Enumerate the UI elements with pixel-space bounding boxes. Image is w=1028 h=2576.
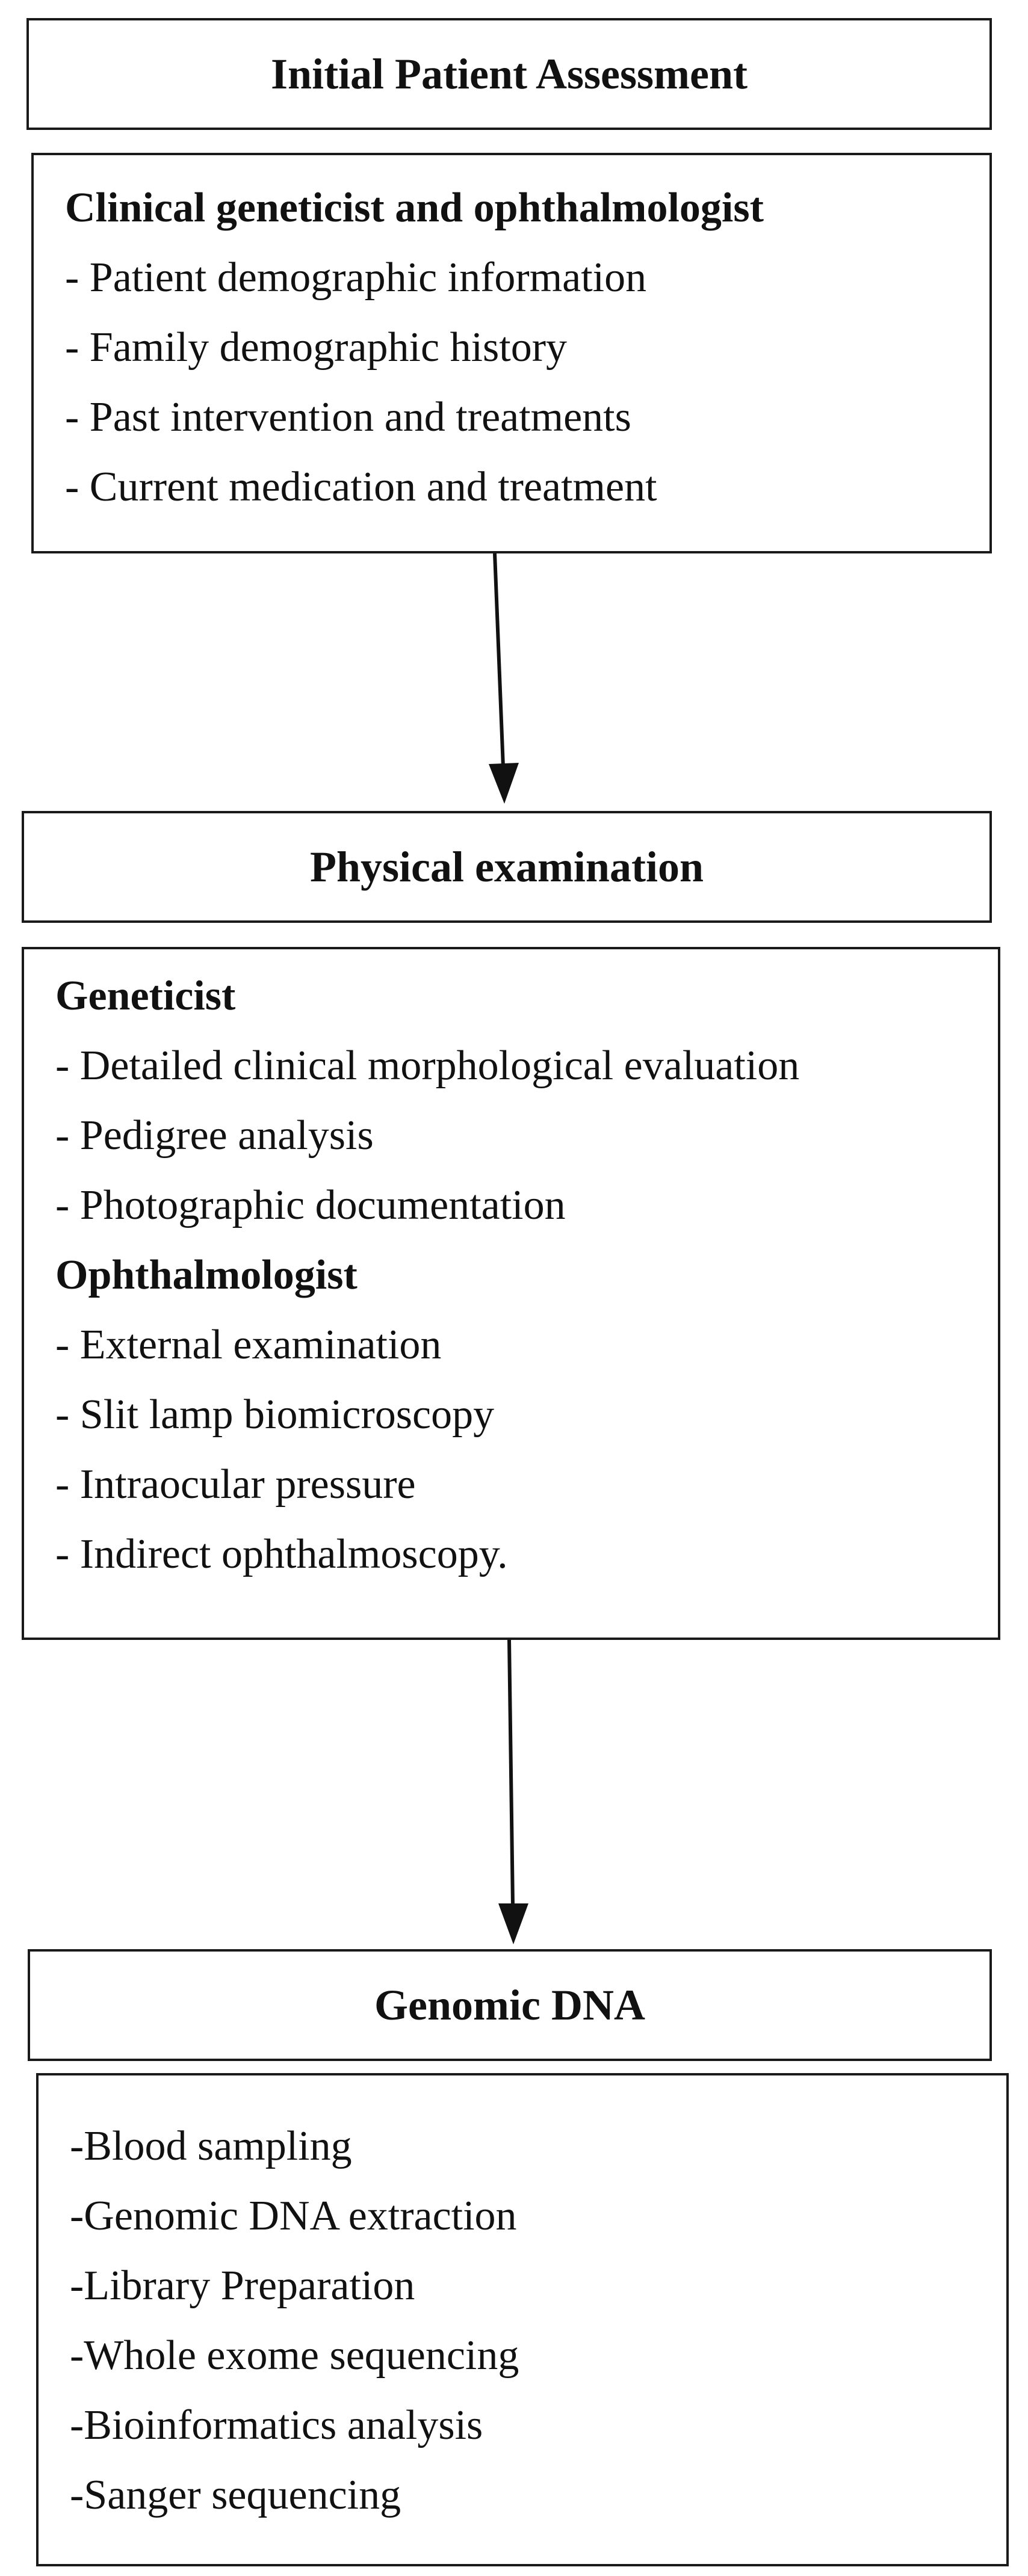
genomic-dna-details-box	[36, 2073, 1009, 2566]
physical-examination-title-box	[22, 811, 992, 923]
list-item: - Current medication and treatment	[65, 464, 657, 510]
arrow-assessment-to-examination	[489, 553, 519, 804]
ophthalmologist-heading: Ophthalmologist	[55, 1252, 358, 1298]
list-item: -Bioinformatics analysis	[70, 2402, 483, 2448]
list-item: - Past intervention and treatments	[65, 394, 631, 440]
list-item: - Patient demographic information	[65, 254, 647, 301]
list-item: - Intraocular pressure	[55, 1461, 416, 1508]
list-item: -Sanger sequencing	[70, 2472, 401, 2518]
geneticist-heading: Geneticist	[55, 973, 236, 1019]
list-item: - Photographic documentation	[55, 1182, 566, 1228]
clinical-team-heading: Clinical geneticist and ophthalmologist	[65, 185, 764, 231]
list-item: -Whole exome sequencing	[70, 2332, 519, 2379]
list-item: - External examination	[55, 1322, 442, 1368]
list-item: - Family demographic history	[65, 324, 568, 371]
genomic-dna-title-box	[28, 1949, 992, 2061]
arrow-examination-to-genomic	[498, 1640, 528, 1944]
initial-assessment-details-box	[31, 153, 992, 553]
list-item: -Blood sampling	[70, 2123, 352, 2169]
list-item: -Genomic DNA extraction	[70, 2193, 517, 2239]
list-item: -Library Preparation	[70, 2263, 415, 2309]
physical-examination-title: Physical examination	[309, 842, 704, 891]
list-item: - Indirect ophthalmoscopy.	[55, 1531, 508, 1577]
initial-assessment-title-box	[26, 18, 992, 130]
list-item: - Detailed clinical morphological evaluation	[55, 1043, 800, 1089]
genomic-dna-title: Genomic DNA	[374, 1980, 645, 2029]
list-item: - Pedigree analysis	[55, 1112, 374, 1159]
list-item: - Slit lamp biomicroscopy	[55, 1391, 495, 1438]
initial-assessment-title: Initial Patient Assessment	[271, 49, 748, 98]
physical-examination-details-box	[22, 947, 1000, 1640]
